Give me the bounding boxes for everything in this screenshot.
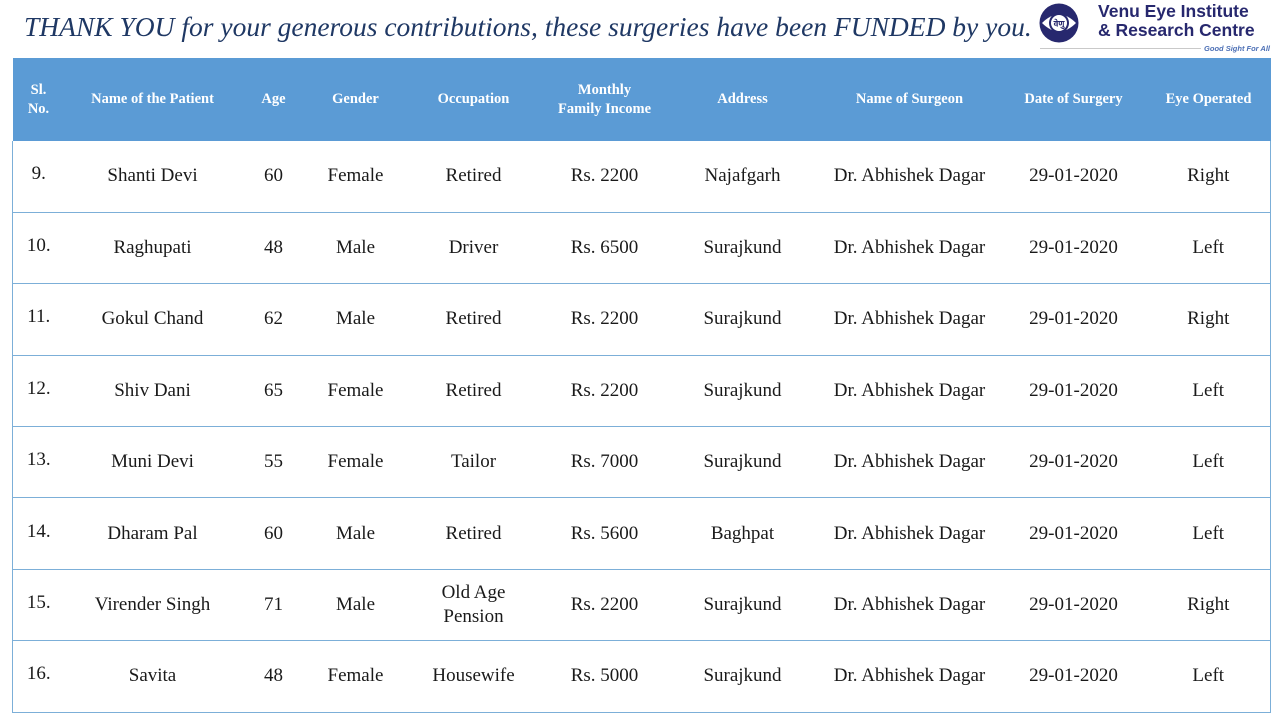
- cell-address: Surajkund: [667, 284, 819, 355]
- cell-patient-name: Virender Singh: [65, 569, 241, 640]
- patients-table: [12, 58, 1271, 713]
- cell-surgeon: Dr. Abhishek Dagar: [819, 498, 1001, 569]
- cell-income: Rs. 7000: [543, 427, 667, 498]
- table-row: [13, 212, 1271, 283]
- cell-date: 29-01-2020: [1001, 355, 1147, 426]
- cell-eye: Left: [1147, 427, 1271, 498]
- table-row: [13, 641, 1271, 712]
- cell-eye: Right: [1147, 141, 1271, 212]
- cell-occupation: Retired: [405, 284, 543, 355]
- cell-eye: Left: [1147, 641, 1271, 712]
- cell-patient-name: Shiv Dani: [65, 355, 241, 426]
- table-row: [13, 141, 1271, 212]
- cell-gender: Male: [307, 284, 405, 355]
- cell-age: 60: [241, 141, 307, 212]
- cell-sl-no: 13.: [13, 427, 65, 498]
- cell-address: Baghpat: [667, 498, 819, 569]
- cell-occupation: Old Age Pension: [405, 569, 543, 640]
- cell-sl-no: 14.: [13, 498, 65, 569]
- cell-income: Rs. 6500: [543, 212, 667, 283]
- cell-surgeon: Dr. Abhishek Dagar: [819, 641, 1001, 712]
- column-header-occupation: Occupation: [405, 58, 543, 141]
- column-header-date: Date of Surgery: [1001, 58, 1147, 141]
- cell-occupation: Retired: [405, 498, 543, 569]
- cell-gender: Female: [307, 141, 405, 212]
- cell-eye: Left: [1147, 498, 1271, 569]
- cell-eye: Left: [1147, 355, 1271, 426]
- cell-date: 29-01-2020: [1001, 569, 1147, 640]
- logo-name: [1098, 2, 1255, 40]
- cell-gender: Female: [307, 641, 405, 712]
- cell-income: Rs. 5600: [543, 498, 667, 569]
- cell-gender: Female: [307, 355, 405, 426]
- column-header-gender: Gender: [307, 58, 405, 141]
- cell-occupation: Driver: [405, 212, 543, 283]
- cell-patient-name: Shanti Devi: [65, 141, 241, 212]
- cell-sl-no: 10.: [13, 212, 65, 283]
- table-row: [13, 427, 1271, 498]
- cell-income: Rs. 2200: [543, 284, 667, 355]
- cell-age: 62: [241, 284, 307, 355]
- cell-patient-name: Savita: [65, 641, 241, 712]
- cell-address: Najafgarh: [667, 141, 819, 212]
- cell-surgeon: Dr. Abhishek Dagar: [819, 427, 1001, 498]
- column-header-eye: Eye Operated: [1147, 58, 1271, 141]
- column-header-patient-name: Name of the Patient: [65, 58, 241, 141]
- cell-address: Surajkund: [667, 569, 819, 640]
- cell-occupation: Retired: [405, 141, 543, 212]
- cell-age: 65: [241, 355, 307, 426]
- table-row: [13, 355, 1271, 426]
- cell-age: 71: [241, 569, 307, 640]
- cell-eye: Right: [1147, 569, 1271, 640]
- cell-patient-name: Raghupati: [65, 212, 241, 283]
- logo-tagline: Good Sight For All: [1201, 44, 1270, 53]
- column-header-income: Monthly Family Income: [543, 58, 667, 141]
- cell-age: 48: [241, 641, 307, 712]
- cell-occupation: Retired: [405, 355, 543, 426]
- eye-logo-icon: [1038, 2, 1080, 44]
- cell-gender: Female: [307, 427, 405, 498]
- cell-age: 48: [241, 212, 307, 283]
- cell-sl-no: 9.: [13, 141, 65, 212]
- cell-date: 29-01-2020: [1001, 641, 1147, 712]
- cell-date: 29-01-2020: [1001, 284, 1147, 355]
- cell-occupation: Tailor: [405, 427, 543, 498]
- cell-sl-no: 15.: [13, 569, 65, 640]
- cell-address: Surajkund: [667, 641, 819, 712]
- table-row: [13, 284, 1271, 355]
- cell-surgeon: Dr. Abhishek Dagar: [819, 569, 1001, 640]
- table-row: [13, 569, 1271, 640]
- cell-date: 29-01-2020: [1001, 212, 1147, 283]
- cell-patient-name: Dharam Pal: [65, 498, 241, 569]
- cell-age: 60: [241, 498, 307, 569]
- cell-sl-no: 12.: [13, 355, 65, 426]
- column-header-surgeon: Name of Surgeon: [819, 58, 1001, 141]
- cell-address: Surajkund: [667, 212, 819, 283]
- cell-age: 55: [241, 427, 307, 498]
- cell-occupation: Housewife: [405, 641, 543, 712]
- cell-patient-name: Gokul Chand: [65, 284, 241, 355]
- cell-gender: Male: [307, 498, 405, 569]
- cell-gender: Male: [307, 569, 405, 640]
- cell-address: Surajkund: [667, 355, 819, 426]
- column-header-sl-no: Sl. No.: [13, 58, 65, 141]
- cell-income: Rs. 2200: [543, 355, 667, 426]
- cell-patient-name: Muni Devi: [65, 427, 241, 498]
- column-header-address: Address: [667, 58, 819, 141]
- cell-date: 29-01-2020: [1001, 427, 1147, 498]
- cell-address: Surajkund: [667, 427, 819, 498]
- cell-gender: Male: [307, 212, 405, 283]
- cell-surgeon: Dr. Abhishek Dagar: [819, 212, 1001, 283]
- cell-income: Rs. 5000: [543, 641, 667, 712]
- cell-surgeon: Dr. Abhishek Dagar: [819, 284, 1001, 355]
- logo-mark-text: वेणु: [1053, 19, 1065, 30]
- cell-sl-no: 16.: [13, 641, 65, 712]
- logo-name-line2: & Research Centre: [1098, 20, 1255, 40]
- page-title: THANK YOU for your generous contributions, these surgeries have been FUNDED by you.: [24, 11, 1032, 42]
- logo: [1036, 0, 1276, 56]
- cell-sl-no: 11.: [13, 284, 65, 355]
- cell-surgeon: Dr. Abhishek Dagar: [819, 141, 1001, 212]
- column-header-age: Age: [241, 58, 307, 141]
- cell-eye: Left: [1147, 212, 1271, 283]
- cell-date: 29-01-2020: [1001, 141, 1147, 212]
- cell-date: 29-01-2020: [1001, 498, 1147, 569]
- cell-eye: Right: [1147, 284, 1271, 355]
- table-row: [13, 498, 1271, 569]
- cell-income: Rs. 2200: [543, 141, 667, 212]
- cell-surgeon: Dr. Abhishek Dagar: [819, 355, 1001, 426]
- table-header-row: [13, 58, 1271, 141]
- cell-income: Rs. 2200: [543, 569, 667, 640]
- logo-name-line1: Venu Eye Institute: [1098, 1, 1249, 21]
